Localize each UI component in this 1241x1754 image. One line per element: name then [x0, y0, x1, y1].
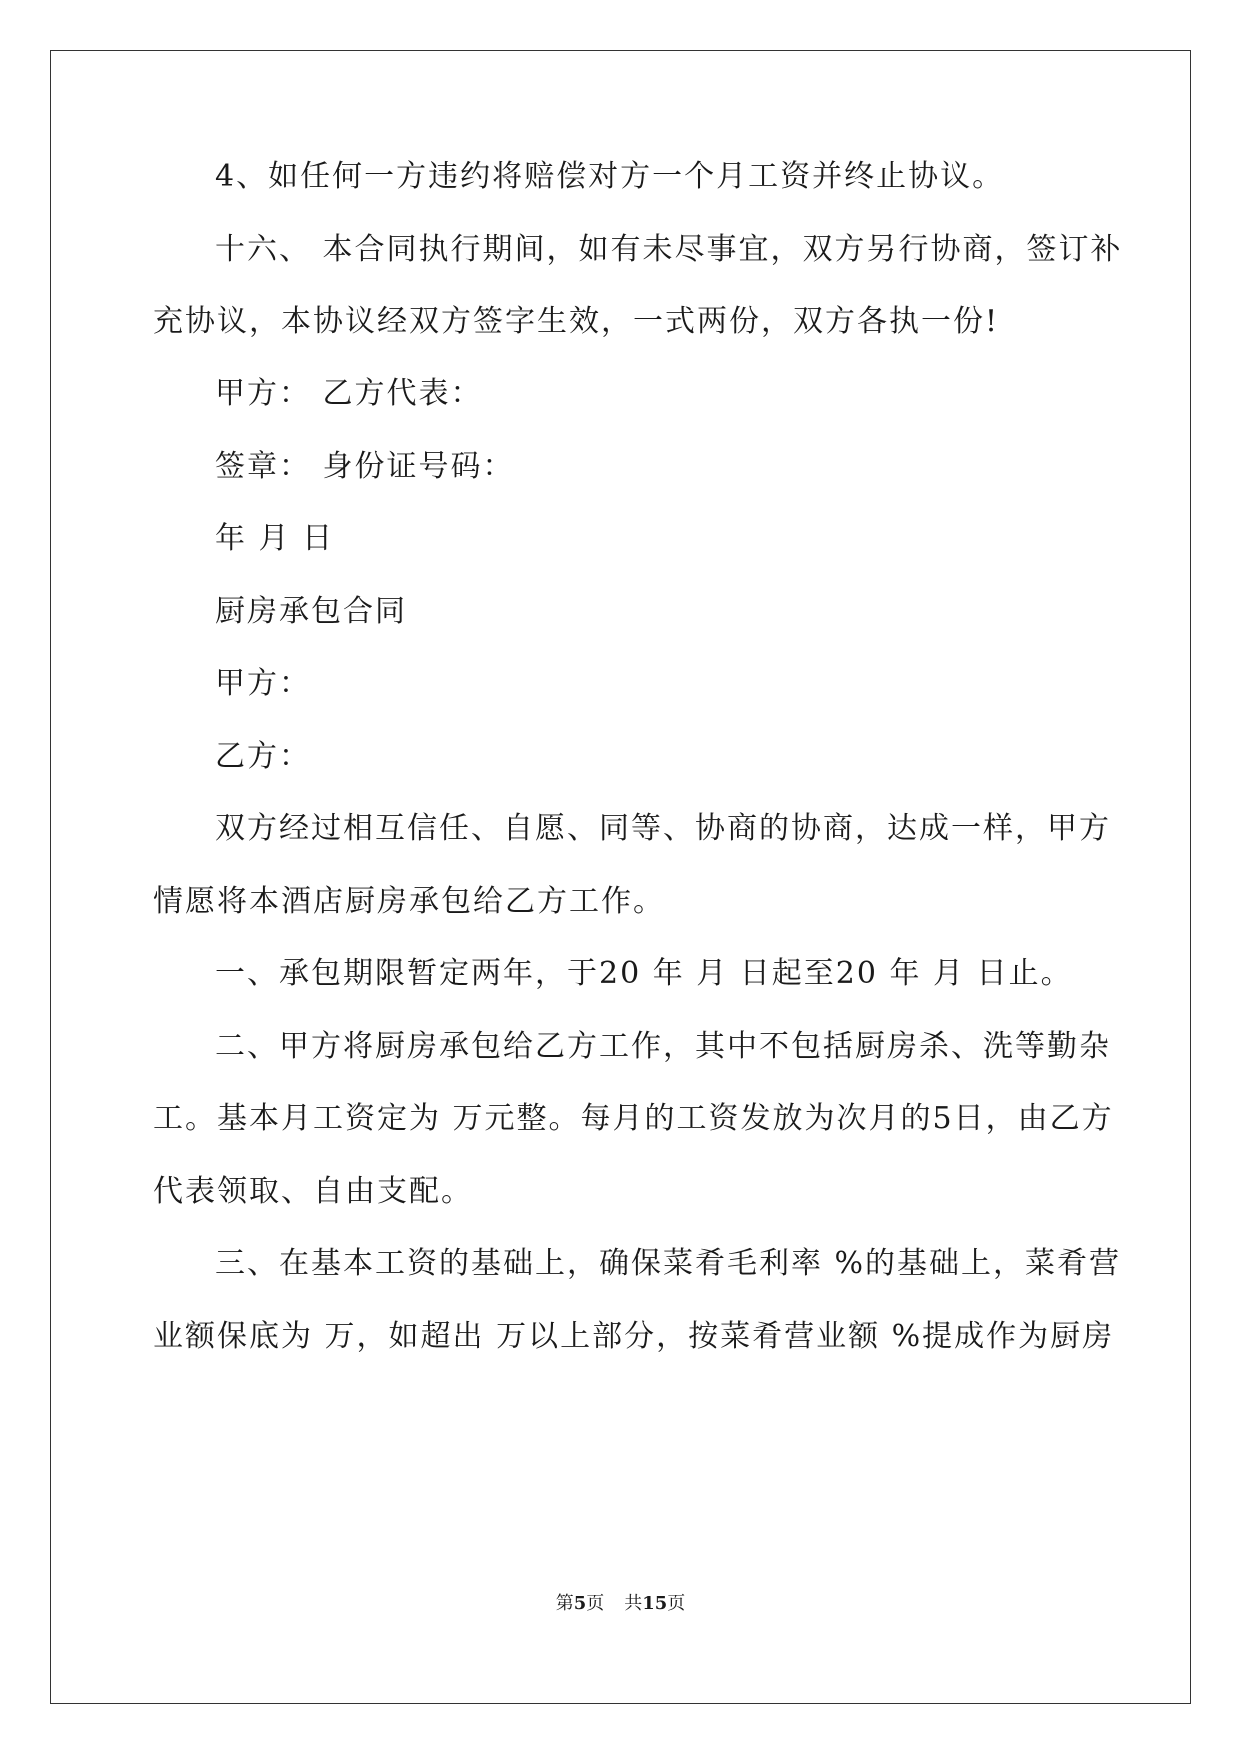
paragraph-line: 业额保底为 万，如超出 万以上部分，按菜肴营业额 %提成作为厨房: [153, 1319, 1115, 1354]
party-b-line: 乙方：: [215, 739, 311, 774]
footer-prefix: 第: [555, 1593, 574, 1614]
paragraph-line: 工。基本月工资定为 万元整。每月的工资发放为次月的5日，由乙方: [153, 1101, 1114, 1136]
signature-party-line: 甲方： 乙方代表：: [215, 376, 483, 411]
paragraph-line: 充协议，本协议经双方签字生效，一式两份，双方各执一份!: [153, 304, 1000, 339]
paragraph-line: 三、在基本工资的基础上，确保菜肴毛利率 %的基础上，菜肴营: [215, 1246, 1122, 1281]
page-footer: [0, 1592, 1241, 1616]
page-border: [50, 50, 1191, 1704]
paragraph-line: 代表领取、自由支配。: [153, 1174, 473, 1209]
date-line: 年 月 日: [215, 521, 335, 556]
footer-page-unit: 页: [586, 1593, 605, 1614]
paragraph-line: 一、承包期限暂定两年，于20 年 月 日起至20 年 月 日止。: [215, 956, 1073, 991]
total-page-count: 15: [642, 1593, 668, 1614]
paragraph-line: 十六、 本合同执行期间，如有未尽事宜，双方另行协商，签订补: [215, 232, 1123, 267]
current-page-number: 5: [573, 1593, 587, 1614]
paragraph-line: 二、甲方将厨房承包给乙方工作，其中不包括厨房杀、洗等勤杂: [215, 1029, 1111, 1064]
party-a-line: 甲方：: [215, 666, 311, 701]
paragraph-line: 双方经过相互信任、自愿、同等、协商的协商，达成一样，甲方: [215, 811, 1111, 846]
paragraph-line: 4、如任何一方违约将赔偿对方一个月工资并终止协议。: [215, 159, 1005, 194]
footer-total-prefix: 共: [624, 1593, 643, 1614]
signature-seal-line: 签章： 身份证号码：: [215, 449, 515, 484]
paragraph-line: 情愿将本酒店厨房承包给乙方工作。: [153, 884, 665, 919]
footer-total-unit: 页: [667, 1593, 686, 1614]
section-title: 厨房承包合同: [215, 594, 407, 629]
